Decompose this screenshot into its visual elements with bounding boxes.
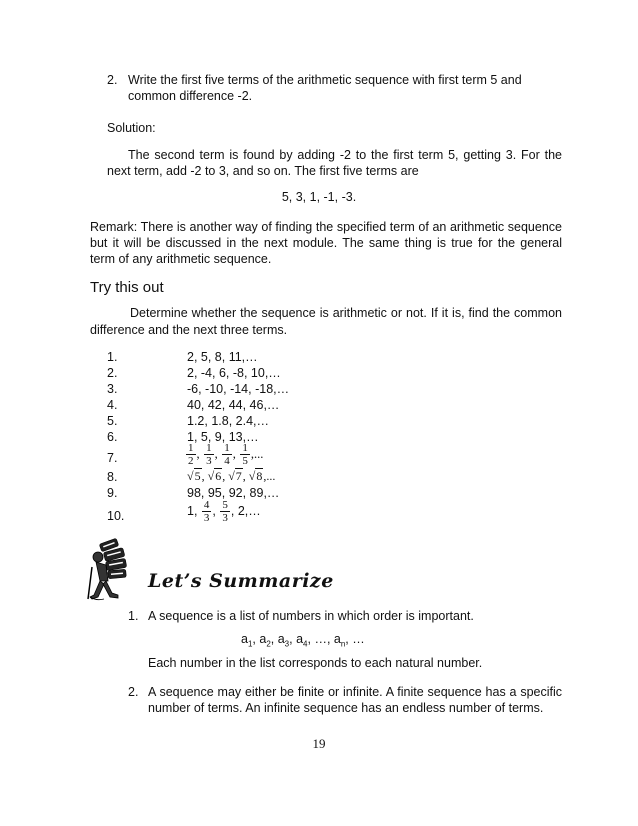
exercise-sequence-roots: √5, √6, √7, √8,...: [187, 469, 276, 483]
item-text-line: common difference -2.: [128, 89, 253, 103]
summary-number: 1.: [128, 609, 139, 623]
section-heading: Try this out: [90, 279, 164, 296]
exercise-sequence: 2, 5, 8, 11,…: [187, 350, 258, 364]
solution-terms: 5, 3, 1, -1, -3.: [281, 190, 357, 204]
summary-number: 2.: [128, 685, 139, 699]
exercise-number: 8.: [107, 470, 118, 484]
remark-line: but it will be discussed in the next module. The same thing is true for the general: [90, 236, 562, 250]
sqrt-symbol: √7: [228, 469, 242, 483]
exercise-sequence: 1.2, 1.8, 2.4,…: [187, 414, 269, 428]
exercise-number: 7.: [107, 451, 118, 465]
solution-line: next term, add -2 to 3, and so on. The first five terms are: [107, 164, 419, 178]
exercise-number: 1.: [107, 350, 118, 364]
summary-text: number of terms. An infinite sequence has an endless number of terms.: [148, 701, 544, 715]
exercise-number: 4.: [107, 398, 118, 412]
exercise-sequence: -6, -10, -14, -18,…: [187, 382, 290, 396]
item-text-line: Write the first five terms of the arithmetic sequence with first term 5 and: [128, 73, 522, 87]
exercise-number: 3.: [107, 382, 118, 396]
exercise-sequence: 40, 42, 44, 46,…: [187, 398, 280, 412]
exercise-sequence: 98, 95, 92, 89,…: [187, 486, 280, 500]
fraction: $\frac{1}{5}$: [242, 442, 248, 467]
solution-label: Solution:: [107, 121, 156, 135]
fraction: $\frac{1}{2}$: [188, 442, 194, 467]
instruction-line: difference and the next three terms.: [90, 323, 288, 337]
item-number: 2.: [107, 73, 118, 87]
exercise-sequence-fractions: $\frac{1}{2}$ , $\frac{1}{3}$ , $\frac{1}{4}$ , $\frac{1}{5}$ ,...: [188, 442, 264, 467]
remark-line: term of any arithmetic sequence.: [90, 252, 272, 266]
fraction: $\frac{1}{4}$: [224, 442, 230, 467]
hiker-carrying-books-icon: [86, 537, 142, 603]
exercise-sequence: 2, -4, 6, -8, 10,…: [187, 366, 281, 380]
sqrt-symbol: √6: [207, 469, 222, 483]
exercise-number: 5.: [107, 414, 118, 428]
exercise-number: 6.: [107, 430, 118, 444]
summary-text: A sequence may either be finite or infinite. A finite sequence has a specific: [148, 685, 562, 699]
instruction-line: Determine whether the sequence is arithmetic or not. If it is, find the common: [130, 306, 562, 320]
exercise-sequence-fractions: 1, $\frac{4}{3}$ , $\frac{5}{3}$ , 2,…: [187, 499, 261, 524]
fraction: $\frac{5}{3}$: [222, 499, 228, 524]
remark-line: Remark: There is another way of finding the specified term of an arithmetic sequence: [90, 220, 562, 234]
page-number: 19: [312, 736, 326, 751]
sqrt-symbol: √5: [187, 469, 201, 483]
sqrt-symbol: √8: [248, 469, 263, 483]
section-heading-summarize: Let’s Summarize: [148, 570, 334, 592]
solution-line: The second term is found by adding -2 to the first term 5, getting 3. For the: [128, 148, 562, 162]
exercise-number: 10.: [107, 509, 125, 523]
sequence-notation: $a_1$, $a_2$, $a_3$, $a_4$, …, $a_n$, …: [241, 632, 365, 649]
exercise-sequence: 1, 5, 9, 13,…: [187, 430, 259, 444]
exercise-number: 2.: [107, 366, 118, 380]
fraction: $\frac{1}{3}$: [206, 442, 212, 467]
exercise-number: 9.: [107, 486, 118, 500]
fraction: $\frac{4}{3}$: [203, 499, 210, 524]
summary-text: Each number in the list corresponds to each natural number.: [148, 656, 483, 670]
summary-text: A sequence is a list of numbers in which order is important.: [148, 609, 474, 623]
